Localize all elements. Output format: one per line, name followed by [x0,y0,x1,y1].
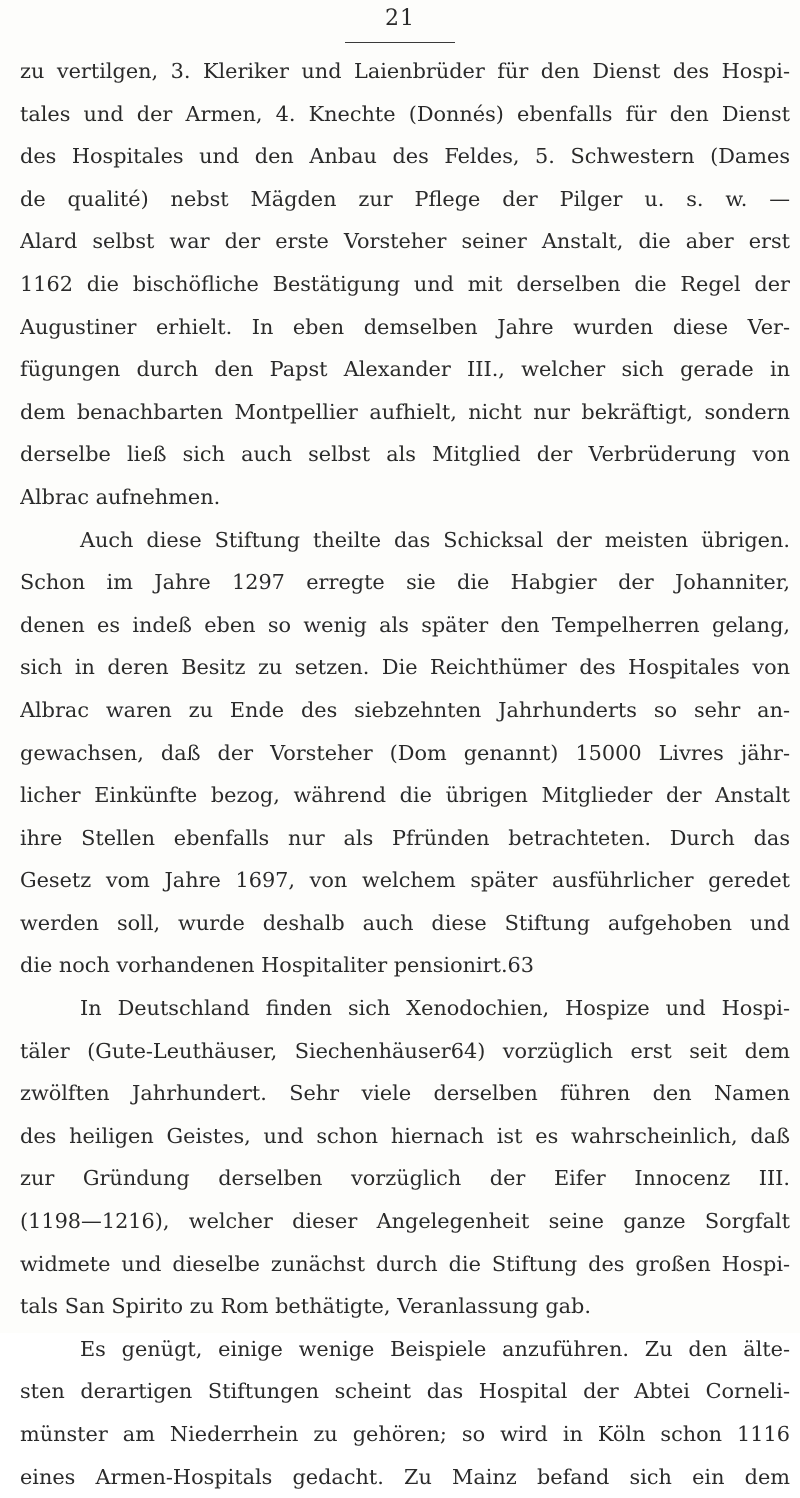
text-line: tales und der Armen, 4. Knechte (Donnés) ebenfalls für den Dienst [20,101,790,126]
text-line: die noch vorhandenen Hospitaliter pensionirt.63 [20,953,535,978]
text-line: dem benachbarten Montpellier aufhielt, nicht nur bekräftigt, sondern [20,399,790,424]
text-line: de qualité) nebst Mägden zur Pflege der Pilger u. s. w. — [20,186,790,211]
text-line: zur Gründung derselben vorzüglich der Eifer Innocenz III. [20,1166,790,1191]
text-line: Albrac waren zu Ende des siebzehnten Jahrhunderts so sehr an- [20,697,790,722]
text-line: sich in deren Besitz zu setzen. Die Reichthümer des Hospitales von [20,655,790,680]
text-line: widmete und dieselbe zunächst durch die Stiftung des großen Hospi- [20,1251,790,1276]
text-line: werden soll, wurde deshalb auch diese Stiftung aufgehoben und [20,910,790,935]
text-line: Gesetz vom Jahre 1697, von welchem später ausführlicher geredet [20,868,790,893]
text-line: des Hospitales und den Anbau des Feldes, 5. Schwestern (Dames [20,144,790,169]
text-line: Augustiner erhielt. In eben demselben Jahre wurden diese Ver- [20,314,790,339]
text-line: (1198—1216), welcher dieser Angelegenheit seine ganze Sorgfalt [20,1209,790,1234]
page-number: 21 [385,6,415,31]
text-line: münster am Niederrhein zu gehören; so wird in Köln schon 1116 [20,1422,790,1446]
text-line: Es genügt, einige wenige Beispiele anzuführen. Zu den älte- [80,1336,790,1361]
text-line: denen es indeß eben so wenig als später den Tempelherren gelang, [20,612,790,637]
text-line: fügungen durch den Papst Alexander III., welcher sich gerade in [20,357,790,382]
text-line: In Deutschland finden sich Xenodochien, Hospize und Hospi- [80,996,790,1021]
text-line: ihre Stellen ebenfalls nur als Pfründen betrachteten. Durch das [20,825,790,850]
text-line: sten derartigen Stiftungen scheint das Hospital der Abtei Corneli- [20,1379,790,1404]
text-line: tals San Spirito zu Rom bethätigte, Veranlassung gab. [20,1294,591,1319]
text-line: eines Armen-Hospitals gedacht. Zu Mainz befand sich ein dem [20,1464,790,1489]
text-line: licher Einkünfte bezog, während die übrigen Mitglieder der Anstalt [20,783,790,808]
body-text [20,50,790,1498]
text-line: derselbe ließ sich auch selbst als Mitglied der Verbrüderung von [20,442,790,467]
text-line: Alard selbst war der erste Vorsteher seiner Anstalt, die aber erst [20,229,790,254]
text-line: zu vertilgen, 3. Kleriker und Laienbrüder für den Dienst des Hospi- [20,59,790,83]
header-rule [345,42,455,43]
text-line: Schon im Jahre 1297 erregte sie die Habgier der Johanniter, [20,570,790,595]
text-line: gewachsen, daß der Vorsteher (Dom genannt) 15000 Livres jähr- [20,740,790,765]
text-line: täler (Gute-Leuthäuser, Siechenhäuser64) vorzüglich erst seit dem [20,1038,790,1063]
text-line: zwölften Jahrhundert. Sehr viele derselben führen den Namen [20,1081,790,1106]
text-line: Albrac aufnehmen. [20,484,221,509]
text-line: Auch diese Stiftung theilte das Schicksal der meisten übrigen. [80,527,790,552]
text-line: 1162 die bischöfliche Bestätigung und mit derselben die Regel der [20,271,790,296]
text-line: des heiligen Geistes, und schon hiernach ist es wahrscheinlich, daß [20,1123,790,1148]
